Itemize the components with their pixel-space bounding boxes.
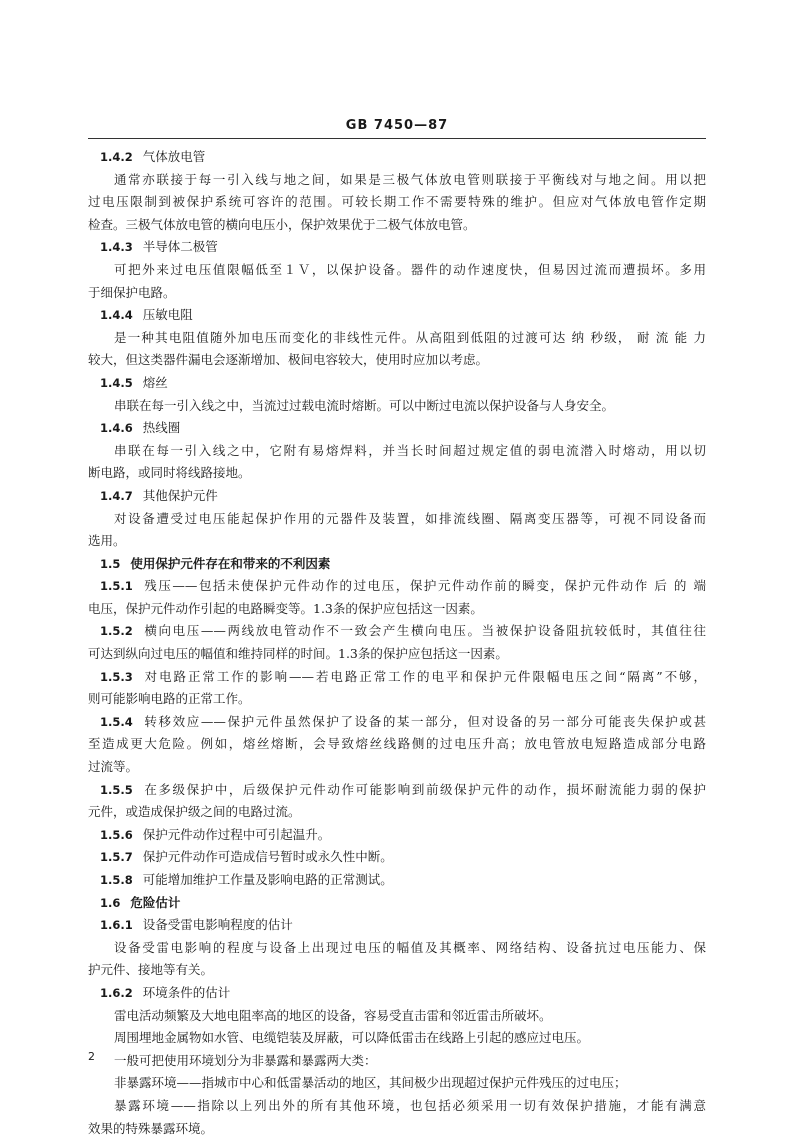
section-text: 危险估计 (130, 894, 181, 910)
section-number: 1.5.1 (100, 579, 133, 594)
page-number: 2 (88, 1050, 95, 1063)
section-number: 1.4.6 (100, 421, 133, 436)
section-number: 1.5.4 (100, 714, 133, 729)
section-text: 使用保护元件存在和带来的不利因素 (130, 555, 331, 571)
section-heading (88, 620, 706, 643)
paragraph-line: 雷电活动频繁及大地电阻率高的地区的设备，容易受直击雷和邻近雷击所破坏。 (114, 1007, 552, 1023)
section-number: 1.5.6 (100, 827, 133, 842)
paragraph-line: 元件，或造成保护级之间的电路过流。 (88, 804, 301, 820)
section-heading (88, 869, 706, 892)
section-text: 保护元件动作可造成信号暂时或永久性中断。 (142, 849, 393, 865)
section-text: 残压——包括未使保护元件动作的过电压，保护元件动作前的瞬变，保护元件动作 后 的 端 (142, 578, 706, 594)
section-heading (88, 417, 706, 440)
paragraph-line: 设备受雷电影响的程度与设备上出现过电压的幅值及其概率、网络结构、设备抗过电压能力、保 (114, 939, 706, 955)
paragraph-line: 至造成更大危险。例如，熔丝熔断，会导致熔丝线路侧的过电压升高；放电管放电短路造成部分电路 (88, 736, 706, 752)
section-text: 对电路正常工作的影响——若电路正常工作的电平和保护元件限幅电压之间“隔离”不够， (142, 668, 706, 684)
paragraph-line: 周围埋地金属物如水管、电缆铠装及屏蔽，可以降低雷击在线路上引起的感应过电压。 (114, 1030, 590, 1046)
standard-code: GB 7450—87 (345, 118, 449, 133)
section-text: 保护元件动作过程中可引起温升。 (142, 826, 331, 842)
paragraph-line: 通常亦联接于每一引入线与地之间，如果是三极气体放电管则联接于平衡线对与地之间。用以把 (114, 171, 706, 187)
section-number: 1.6.1 (100, 918, 133, 933)
paragraph-line: 是一种其电阻值随外加电压而变化的非线性元件。从高阻到低阻的过渡可达 纳 秒级， 耐 流 能 力 (114, 329, 706, 345)
section-text: 熔丝 (142, 374, 168, 390)
section-text: 转移效应——保护元件虽然保护了设备的某一部分，但对设备的另一部分可能丧失保护或甚 (142, 713, 706, 729)
paragraph-line: 对设备遭受过电压能起保护作用的元器件及装置，如排流线圈、隔离变压器等，可视不同设备而 (114, 510, 706, 526)
section-text: 横向电压——两线放电管动作不一致会产生横向电压。当被保护设备阻抗较低时，其值往往 (142, 623, 706, 639)
section-number: 1.4.5 (100, 375, 133, 390)
paragraph-line: 效果的特殊暴露环境。 (88, 1120, 214, 1136)
section-heading (88, 304, 706, 327)
section-heading (88, 485, 706, 508)
section-heading (88, 779, 706, 802)
section-text: 环境条件的估计 (142, 984, 231, 1000)
section-heading (88, 982, 706, 1005)
section-number: 1.6 (100, 895, 121, 910)
paragraph-line: 一般可把使用环境划分为非暴露和暴露两大类： (114, 1052, 377, 1068)
section-number: 1.5.3 (100, 669, 133, 684)
paragraph-line: 检查。三极气体放电管的横向电压小，保护效果优于二极气体放电管。 (88, 216, 476, 232)
section-heading (88, 553, 706, 576)
paragraph-line: 于细保护电路。 (88, 284, 176, 300)
section-text: 半导体二极管 (142, 239, 218, 255)
paragraph-line: 断电路，或同时将线路接地。 (88, 465, 251, 481)
paragraph-line: 串联在每一引入线之中，它附有易熔焊料，并当长时间超过规定值的弱电流潜入时熔动，用以切 (114, 442, 706, 458)
section-number: 1.4.2 (100, 150, 133, 164)
section-text: 压敏电阻 (142, 307, 193, 323)
paragraph-line: 较大，但这类器件漏电会逐渐增加、极间电容较大，使用时应加以考虑。 (88, 352, 489, 368)
section-number: 1.5.8 (100, 873, 133, 887)
paragraph-line: 护元件、接地等有关。 (88, 962, 214, 978)
paragraph-line: 过电压限制到被保护系统可容许的范围。可较长期工作不需要特殊的维护。但应对气体放电管作定期 (88, 194, 706, 210)
header-rule (88, 138, 706, 139)
paragraph-line: 可达到纵向过电压的幅值和维持同样的时间。1.3条的保护应包括这一因素。 (88, 646, 508, 662)
section-heading (88, 914, 706, 937)
section-text: 热线圈 (142, 420, 181, 436)
paragraph-line: 非暴露环境——指城市中心和低雷暴活动的地区，其间极少出现超过保护元件残压的过电压； (114, 1075, 627, 1091)
paragraph-line: 暴露环境——指除以上列出外的所有其他环境，也包括必须采用一切有效保护措施，才能有满意 (114, 1097, 706, 1113)
paragraph-line: 过流等。 (88, 759, 139, 775)
paragraph-line: 可把外来过电压值限幅低至１Ｖ，以保护设备。器件的动作速度快，但易因过流而遭损坏。多用 (114, 261, 706, 277)
section-heading (88, 824, 706, 847)
section-number: 1.4.3 (100, 240, 133, 255)
section-heading (88, 666, 706, 689)
section-number: 1.6.2 (100, 985, 133, 1000)
section-number: 1.5.7 (100, 850, 133, 865)
section-heading (88, 575, 706, 598)
section-text: 气体放电管 (142, 149, 206, 164)
section-heading (88, 146, 706, 169)
section-number: 1.4.7 (100, 488, 133, 503)
section-number: 1.5.2 (100, 624, 133, 639)
paragraph-line: 串联在每一引入线之中，当流过过载电流时熔断。可以中断过电流以保护设备与人身安全。 (114, 397, 615, 413)
section-heading (88, 372, 706, 395)
section-number: 1.5 (100, 556, 121, 571)
section-text: 在多级保护中，后级保护元件动作可能影响到前级保护元件的动作，损坏耐流能力弱的保护 (142, 781, 706, 797)
paragraph-line: 则可能影响电路的正常工作。 (88, 691, 251, 707)
section-text: 其他保护元件 (142, 487, 218, 503)
section-heading (88, 892, 706, 915)
section-heading (88, 846, 706, 869)
section-text: 设备受雷电影响程度的估计 (142, 917, 293, 933)
section-number: 1.4.4 (100, 308, 133, 323)
section-text: 可能增加维护工作量及影响电路的正常测试。 (142, 872, 393, 887)
section-number: 1.5.5 (100, 782, 133, 797)
paragraph-line: 选用。 (88, 533, 126, 549)
section-heading (88, 711, 706, 734)
document-body (88, 146, 706, 1140)
paragraph-line: 电压，保护元件动作引起的电路瞬变等。1.3条的保护应包括这一因素。 (88, 600, 483, 616)
section-heading (88, 236, 706, 259)
